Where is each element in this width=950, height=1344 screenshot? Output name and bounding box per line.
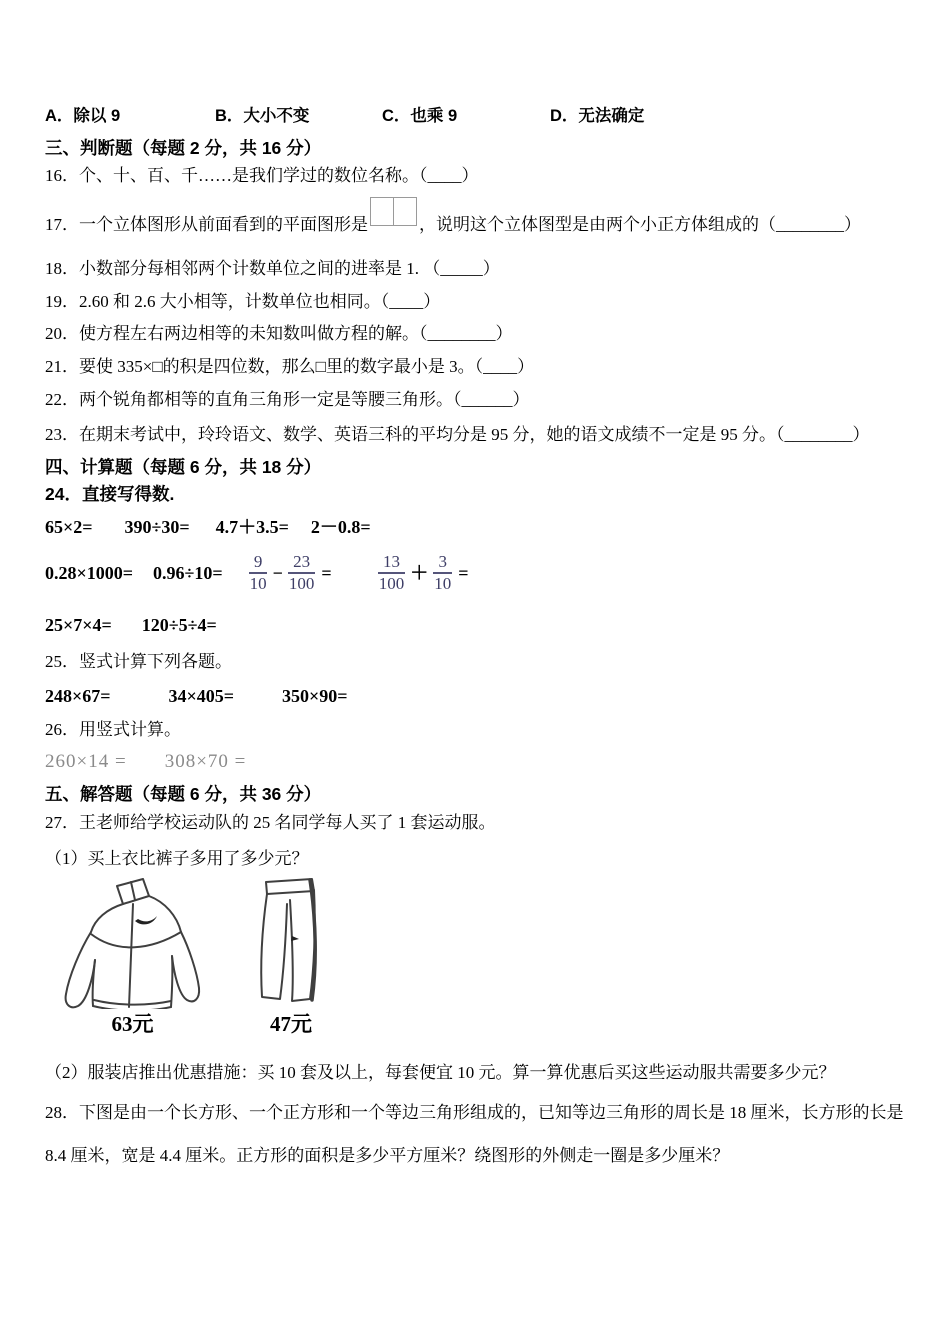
section-solve-heading: 五、解答题（每题 6 分，共 36 分） [45, 784, 322, 804]
expr-308x70: 308×70 = [164, 751, 247, 772]
expr-2minus0.8: 2－0.8= [310, 517, 371, 537]
expr-350x90: 350×90= [282, 686, 348, 706]
expr-34x405: 34×405= [168, 686, 235, 706]
fraction-3-10: $\frac{3}{10}$ [434, 552, 452, 593]
equals-sign: = [458, 563, 469, 583]
question-28-line1: 28．下图是由一个长方形、一个正方形和一个等边三角形组成的，已知等边三角形的周长是 18 厘米，长方形的长是 [45, 1103, 904, 1122]
q25-row [45, 685, 912, 709]
expr-25x7x4: 25×7×4= [45, 615, 112, 635]
expr-0.96div10: 0.96÷10= [153, 563, 223, 583]
question-27-part1: （1）买上衣比裤子多用了多少元？ [45, 849, 309, 868]
choice-a: A．除以 9 [45, 107, 121, 125]
fraction-operator-plus: ＋ [410, 563, 429, 583]
equals-sign: = [321, 563, 332, 583]
expr-120div5div4: 120÷5÷4= [141, 615, 217, 635]
fraction-expression-2 [374, 552, 469, 594]
fraction-23-100: $\frac{23}{100}$ [288, 552, 315, 593]
question-19: 19．2.60 和 2.6 大小相等，计数单位也相同。（____） [45, 292, 441, 311]
expr-0.28x1000: 0.28×1000= [45, 563, 134, 583]
question-17-text-after: ，说明这个立体图型是由两个小正方体组成的（________） [419, 215, 861, 234]
choice-b: B．大小不变 [215, 107, 310, 125]
expr-4.7plus3.5: 4.7＋3.5= [215, 517, 289, 537]
choice-d: D．无法确定 [550, 107, 645, 125]
expr-248x67: 248×67= [45, 686, 111, 706]
question-17 [45, 196, 912, 236]
jacket-figure [45, 874, 220, 1037]
question-25-title: 25．竖式计算下列各题。 [45, 652, 232, 671]
expr-260x14: 260×14 = [45, 751, 127, 772]
section-judge-heading: 三、判断题（每题 2 分，共 16 分） [45, 138, 322, 158]
question-17-text-before: 17．一个立体图形从前面看到的平面图形是 [45, 215, 368, 234]
pants-price-label: 47元 [270, 1012, 312, 1036]
question-20: 20．使方程左右两边相等的未知数叫做方程的解。（________） [45, 324, 513, 343]
pants-illustration [236, 874, 346, 1009]
question-27: 27．王老师给学校运动队的 25 名同学每人买了 1 套运动服。 [45, 813, 496, 832]
question-27-part2: （2）服装店推出优惠措施：买 10 套及以上，每套便宜 10 元。算一算优惠后买这些运动服共需要多少元？ [45, 1063, 836, 1082]
q24-row-2 [45, 546, 912, 600]
fraction-13-100: $\frac{13}{100}$ [378, 552, 405, 593]
question-26-title: 26．用竖式计算。 [45, 720, 181, 739]
jacket-price-label: 63元 [111, 1012, 154, 1036]
choice-c: C．也乘 9 [382, 107, 458, 125]
jacket-illustration [45, 874, 220, 1009]
two-squares-icon [370, 197, 417, 226]
clothing-figures [45, 874, 912, 1042]
question-24-title: 24．直接写得数. [45, 484, 175, 504]
fraction-expression-1 [245, 552, 332, 594]
question-22: 22．两个锐角都相等的直角三角形一定是等腰三角形。（______） [45, 390, 530, 409]
fraction-operator-minus: − [272, 563, 283, 583]
question-23: 23．在期末考试中，玲玲语文、数学、英语三科的平均分是 95 分，她的语文成绩不一定是 95 分。（________） [45, 425, 870, 444]
question-21: 21．要使 335×□的积是四位数，那么□里的数字最小是 3。（____） [45, 357, 535, 376]
fraction-9-10: $\frac{9}{10}$ [249, 552, 267, 593]
pants-figure [236, 874, 346, 1037]
choice-options-row [45, 105, 912, 127]
expr-390div30: 390÷30= [124, 517, 190, 537]
q24-row-1 [45, 516, 912, 540]
question-16: 16．个、十、百、千……是我们学过的数位名称。（____） [45, 166, 479, 185]
expr-65x2: 65×2= [45, 517, 93, 537]
section-calc-heading: 四、计算题（每题 6 分，共 18 分） [45, 457, 322, 477]
question-18: 18．小数部分每相邻两个计数单位之间的进率是 1. （_____） [45, 259, 500, 278]
question-28-line2: 8.4 厘米，宽是 4.4 厘米。正方形的面积是多少平方厘米？绕图形的外侧走一圈是多少厘米？ [45, 1146, 730, 1165]
q24-row-3 [45, 614, 912, 638]
q26-row [45, 751, 912, 775]
